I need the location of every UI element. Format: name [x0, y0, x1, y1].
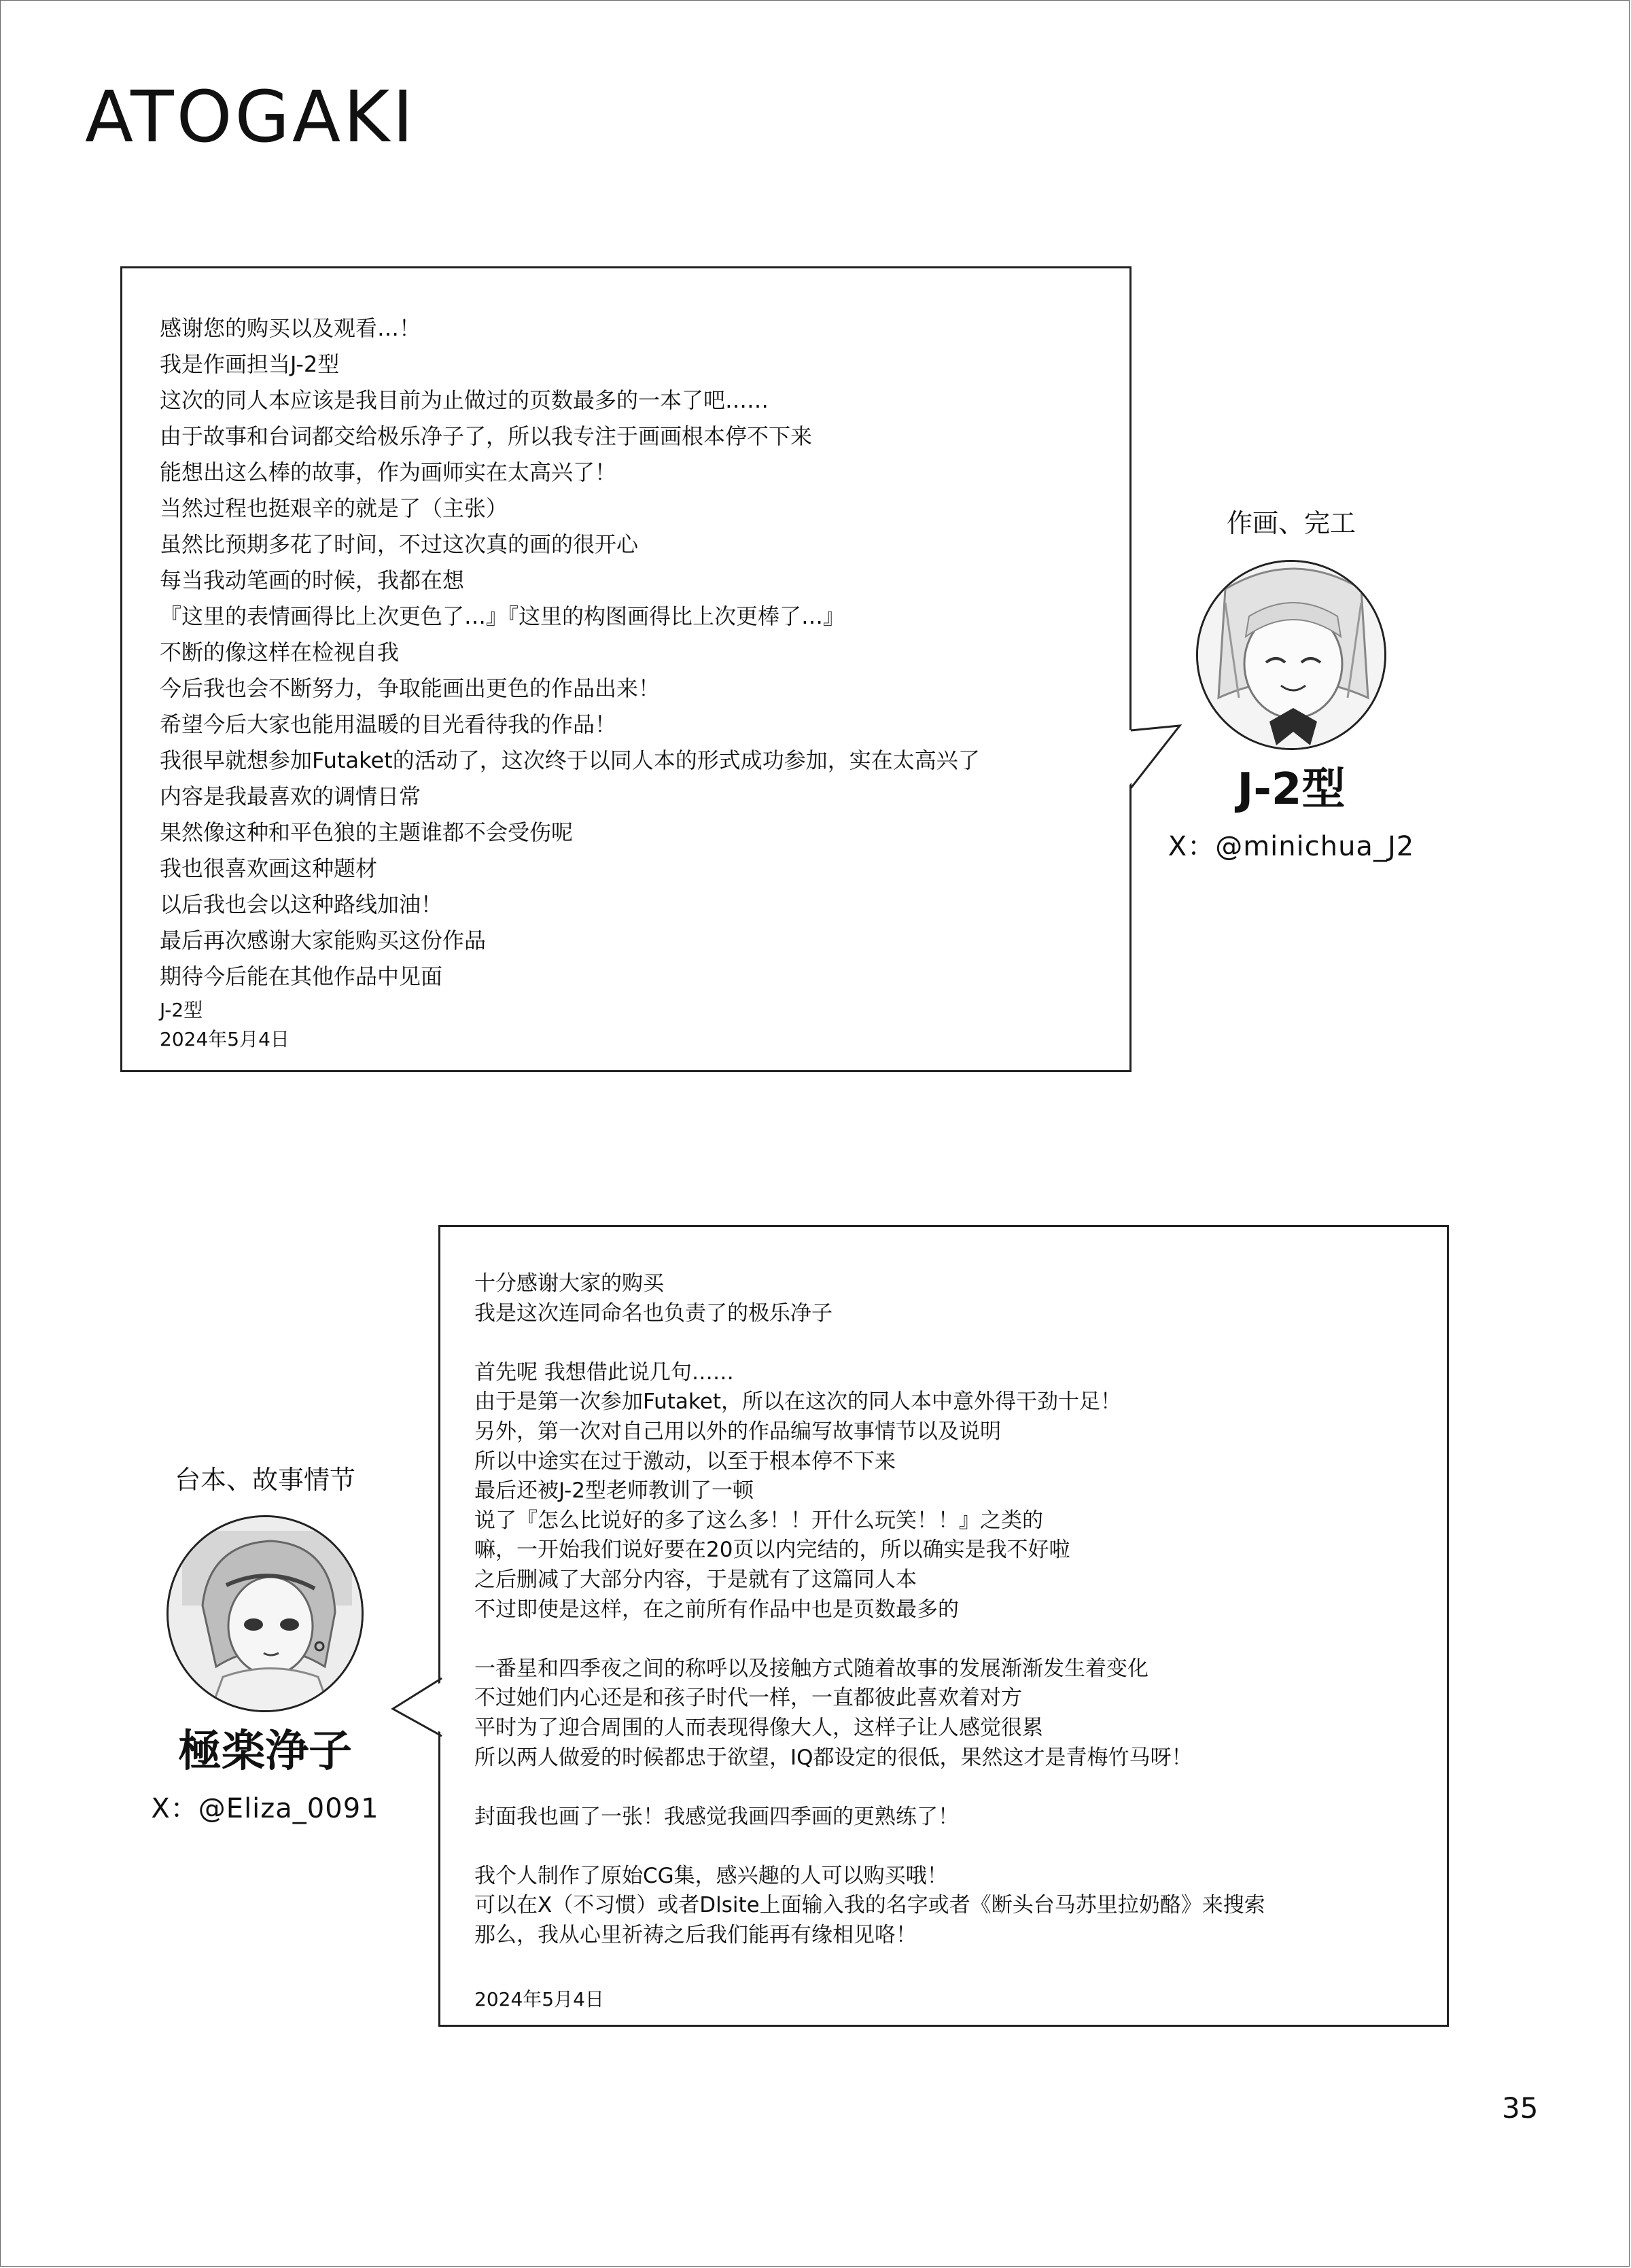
writer-message-line: 之后删减了大部分内容，于是就有了这篇同人本	[474, 1567, 917, 1592]
artist-handle: X：@minichua_J2	[1168, 831, 1415, 862]
artist-message-line: 每当我动笔画的时候，我都在想	[160, 567, 465, 593]
writer-message-line	[474, 1328, 1265, 1358]
writer-message-line: 那么，我从心里祈祷之后我们能再有缘相见咯！	[474, 1923, 917, 1948]
writer-handle: X：@Eliza_0091	[151, 1793, 379, 1824]
artist-message-line: 虽然比预期多花了时间，不过这次真的画的很开心	[160, 531, 639, 557]
writer-message-line: 我个人制作了原始CG集，感兴趣的人可以购买哦！	[474, 1863, 948, 1888]
writer-message-line: 嘛，一开始我们说好要在20页以内完结的，所以确实是我不好啦	[474, 1538, 1070, 1563]
writer-message-line: 说了『怎么比说好的多了这么多！！开什么玩笑！！』之类的	[474, 1508, 1043, 1533]
artist-message-line: 期待今后能在其他作品中见面	[160, 963, 443, 989]
writer-message-line: 另外，第一次对自己用以外的作品编写故事情节以及说明	[474, 1419, 1001, 1444]
page-title: ATOGAKI	[85, 75, 417, 158]
writer-message-line: 所以两人做爱的时候都忠于欲望，IQ都设定的很低，果然这才是青梅竹马呀！	[474, 1745, 1193, 1770]
artist-message-line: 『这里的表情画得比上次更色了…』『这里的构图画得比上次更棒了…』	[160, 603, 845, 629]
writer-message-line: 平时为了迎合周围的人而表现得像大人，这样子让人感觉很累	[474, 1715, 1043, 1740]
artist-message-line: 由于故事和台词都交给极乐净子了，所以我专注于画画根本停不下来	[160, 423, 813, 449]
artist-message-line: 希望今后大家也能用温暖的目光看待我的作品！	[160, 711, 617, 737]
writer-message-line: 我是这次连同命名也负责了的极乐净子	[474, 1300, 832, 1326]
writer-message-line	[474, 1773, 1265, 1803]
writer-message-line: 所以中途实在过于激动，以至于根本停不下来	[474, 1449, 896, 1474]
writer-message-line: 封面我也画了一张！我感觉我画四季画的更熟练了！	[474, 1804, 959, 1829]
artist-message-text	[160, 311, 980, 995]
artist-message-line: 最后再次感谢大家能购买这份作品	[160, 927, 487, 953]
writer-message-line: 十分感谢大家的购买	[474, 1271, 664, 1296]
avatar-illustration	[1198, 562, 1386, 750]
artist-profile	[1155, 506, 1427, 866]
artist-role: 作画、完工	[1226, 508, 1356, 538]
writer-profile	[122, 1462, 408, 1828]
writer-message-box	[438, 1225, 1449, 2027]
writer-message-line: 最后还被J-2型老师教训了一顿	[474, 1478, 754, 1504]
writer-message-line	[474, 1625, 1265, 1654]
artist-date: 2024年5月4日	[160, 1028, 290, 1050]
writer-message-line: 不过她们内心还是和孩子时代一样，一直都彼此喜欢着对方	[474, 1686, 1022, 1711]
writer-avatar	[166, 1515, 364, 1712]
writer-message-line: 由于是第一次参加Futaket，所以在这次的同人本中意外得干劲十足！	[474, 1389, 1122, 1415]
artist-signature: J-2型	[160, 999, 203, 1021]
artist-message-box	[120, 266, 1132, 1072]
artist-name: J-2型	[1237, 764, 1346, 815]
artist-avatar	[1196, 560, 1386, 750]
page-number: 35	[1502, 2091, 1539, 2125]
writer-role: 台本、故事情节	[174, 1465, 355, 1495]
artist-message-line: 我很早就想参加Futaket的活动了，这次终于以同人本的形式成功参加，实在太高兴了	[160, 747, 980, 773]
artist-message-line: 以后我也会以这种路线加油！	[160, 891, 443, 917]
artist-message-line: 果然像这种和平色狼的主题谁都不会受伤呢	[160, 819, 574, 845]
artist-message-line: 能想出这么棒的故事，作为画师实在太高兴了！	[160, 459, 617, 485]
writer-message-line: 一番星和四季夜之间的称呼以及接触方式随着故事的发展渐渐发生着变化	[474, 1656, 1148, 1681]
writer-message-line: 不过即使是这样，在之前所有作品中也是页数最多的	[474, 1597, 959, 1622]
artist-message-line: 今后我也会不断努力，争取能画出更色的作品出来！	[160, 675, 661, 701]
writer-message-line	[474, 1832, 1265, 1862]
artist-message-line: 我也很喜欢画这种题材	[160, 855, 378, 881]
artist-message-line: 不断的像这样在检视自我	[160, 639, 400, 665]
artist-signature-block	[160, 995, 290, 1054]
artist-message-line: 当然过程也挺艰辛的就是了（主张）	[160, 495, 508, 521]
writer-message-text	[474, 1269, 1265, 1951]
writer-date: 2024年5月4日	[474, 1988, 604, 2010]
artist-message-line: 感谢您的购买以及观看…！	[160, 315, 421, 341]
writer-name: 極楽浄子	[178, 1726, 352, 1777]
writer-message-line: 可以在X（不习惯）或者Dlsite上面输入我的名字或者《断头台马苏里拉奶酪》来搜索	[474, 1893, 1265, 1918]
artist-message-line: 我是作画担当J-2型	[160, 351, 340, 377]
avatar-illustration	[169, 1517, 364, 1712]
writer-message-line: 首先呢 我想借此说几句……	[474, 1360, 734, 1385]
artist-message-line: 这次的同人本应该是我目前为止做过的页数最多的一本了吧……	[160, 387, 769, 413]
artist-message-line: 内容是我最喜欢的调情日常	[160, 783, 421, 809]
